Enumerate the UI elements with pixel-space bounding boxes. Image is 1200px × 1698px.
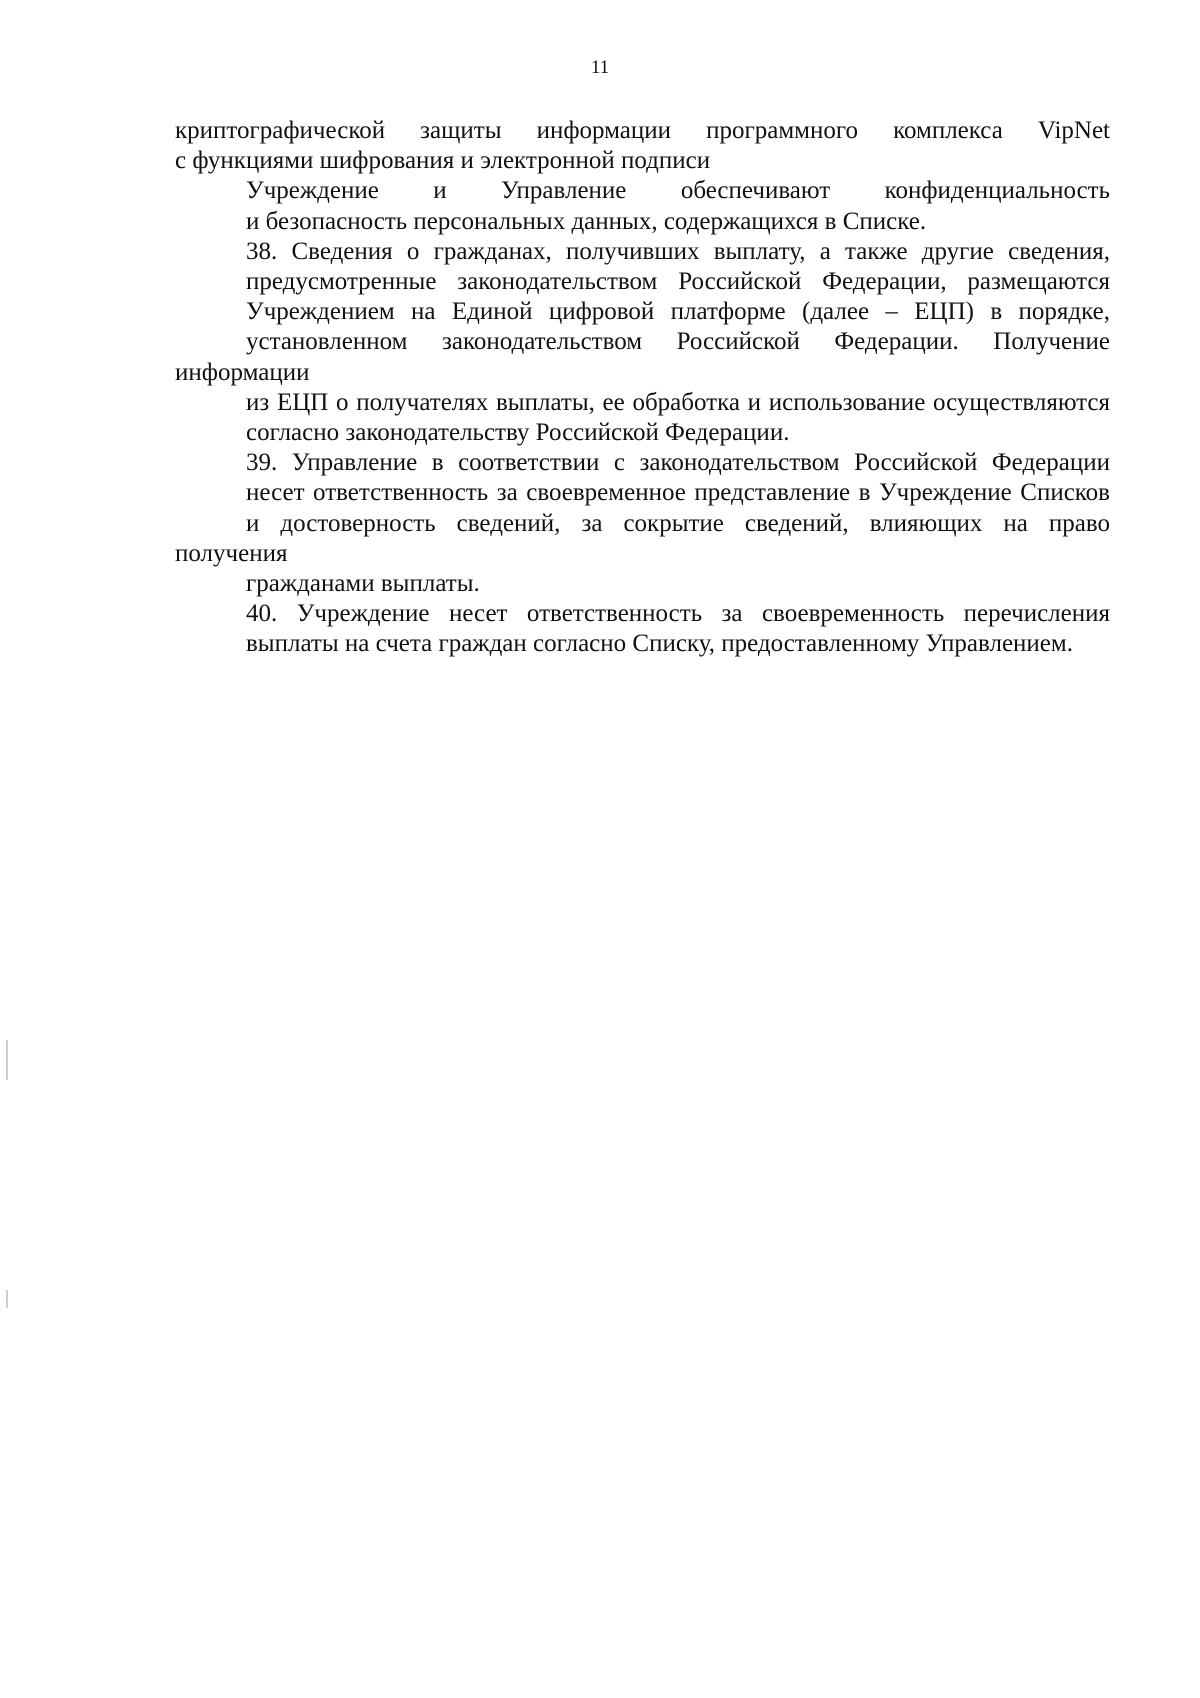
scan-edge-mark: [6, 1040, 8, 1080]
text-line: гражданами выплаты.: [246, 570, 480, 598]
text-line: 39. Управление в соответствии с законодательством Российской Федерации: [246, 449, 1110, 477]
text-line: и безопасность персональных данных, содержащихся в Списке.: [246, 207, 927, 235]
scan-edge-mark: [6, 1290, 8, 1308]
paragraph-39: [175, 448, 1110, 599]
text-line: 38. Сведения о гражданах, получивших выплату, а также другие сведения,: [246, 237, 1110, 265]
text-line: несет ответственность за своевременное представление в Учреждение Списков: [246, 479, 1110, 507]
text-line: Учреждением на Единой цифровой платформе (далее – ЕЦП) в порядке,: [246, 298, 1110, 326]
text-line: согласно законодательству Российской Федерации.: [246, 419, 790, 447]
text-line: предусмотренные законодательством Российской Федерации, размещаются: [246, 268, 1110, 296]
text-line: установленном законодательством Российской Федерации. Получение информации: [175, 328, 1110, 386]
text-line: Учреждение и Управление обеспечивают конфиденциальность: [246, 177, 1110, 205]
page-number: 11: [590, 57, 610, 78]
paragraph-continued: [175, 116, 1110, 176]
paragraph-40: [175, 599, 1110, 659]
paragraph-38: [175, 237, 1110, 448]
paragraph-confidentiality: [175, 176, 1110, 236]
text-line: с функциями шифрования и электронной подписи: [175, 147, 711, 175]
text-line: 40. Учреждение несет ответственность за своевременность перечисления: [246, 600, 1110, 628]
text-line: выплаты на счета граждан согласно Списку, предоставленному Управлением.: [246, 630, 1073, 658]
document-body: [175, 116, 1110, 660]
text-line: из ЕЦП о получателях выплаты, ее обработка и использование осуществляются: [246, 388, 1110, 416]
text-line: криптографической защиты информации программного комплекса VipNet: [175, 117, 1110, 144]
text-line: и достоверность сведений, за сокрытие сведений, влияющих на право получения: [175, 509, 1110, 567]
